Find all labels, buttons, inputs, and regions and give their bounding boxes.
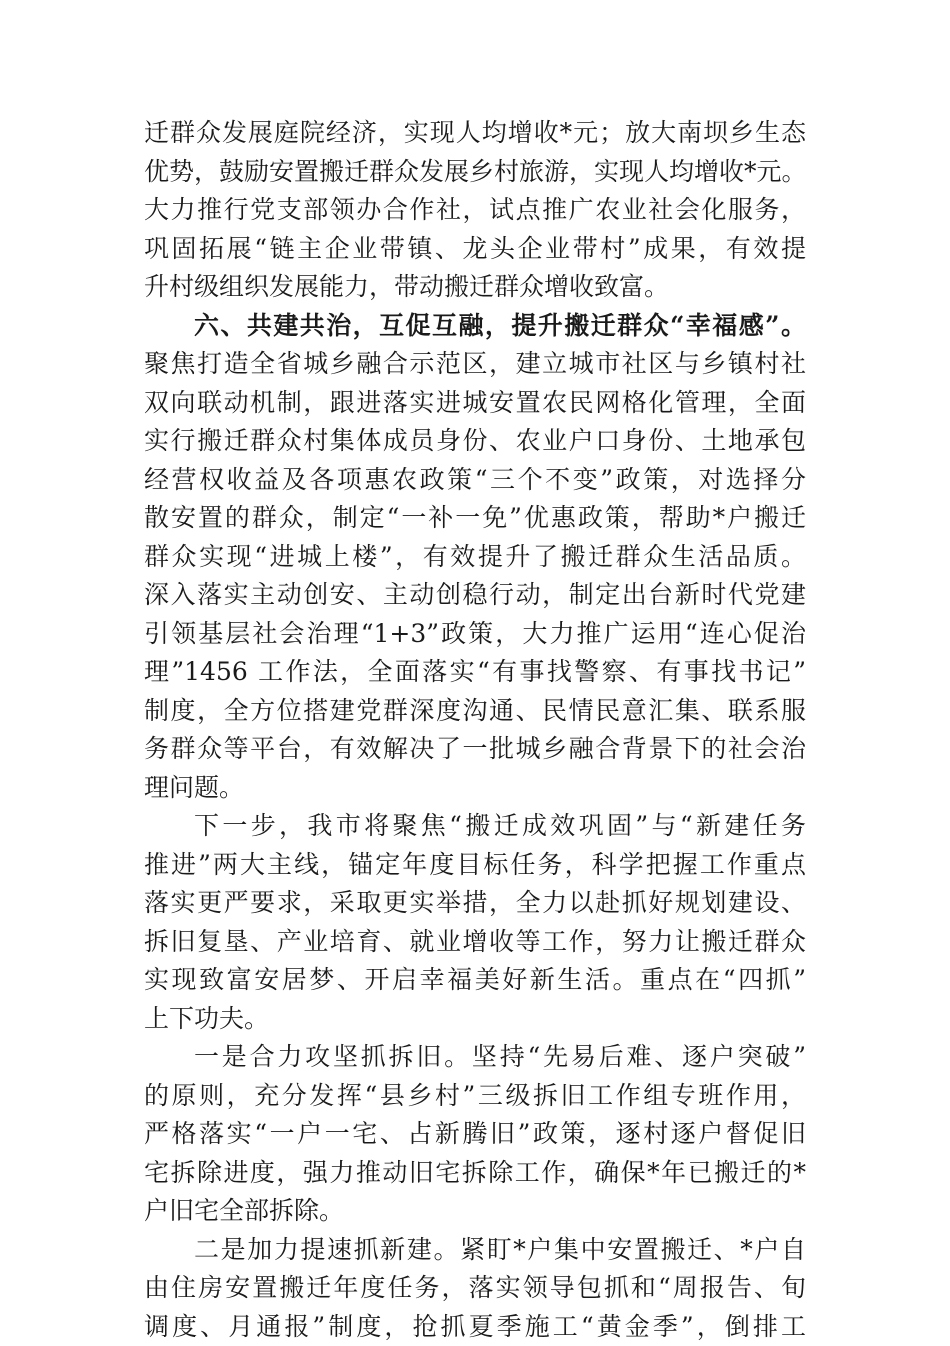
body-text-line: 优势，鼓励安置搬迁群众发展乡村旅游，实现人均增收*元。 xyxy=(144,153,806,192)
body-text-line: 深入落实主动创安、主动创稳行动，制定出台新时代党建 xyxy=(144,576,806,615)
body-text-line: 下一步，我市将聚焦“搬迁成效巩固”与“新建任务 xyxy=(144,807,806,846)
body-text-line: 上下功夫。 xyxy=(144,1000,806,1039)
body-text-line: 实现致富安居梦、开启幸福美好新生活。重点在“四抓” xyxy=(144,961,806,1000)
body-text-line: 务群众等平台，有效解决了一批城乡融合背景下的社会治 xyxy=(144,730,806,769)
body-text-line: 户旧宅全部拆除。 xyxy=(144,1192,806,1231)
body-text-line: 大力推行党支部领办合作社，试点推广农业社会化服务， xyxy=(144,191,806,230)
body-text-line: 严格落实“一户一宅、占新腾旧”政策，逐村逐户督促旧 xyxy=(144,1115,806,1154)
body-text-line: 理”1456 工作法，全面落实“有事找警察、有事找书记” xyxy=(144,653,806,692)
body-text-line: 的原则，充分发挥“县乡村”三级拆旧工作组专班作用， xyxy=(144,1077,806,1116)
body-text-line: 一是合力攻坚抓拆旧。坚持“先易后难、逐户突破” xyxy=(144,1038,806,1077)
body-text-line: 群众实现“进城上楼”，有效提升了搬迁群众生活品质。 xyxy=(144,538,806,577)
body-text-line: 由住房安置搬迁年度任务，落实领导包抓和“周报告、旬 xyxy=(144,1269,806,1308)
body-text-line: 制度，全方位搭建党群深度沟通、民情民意汇集、联系服 xyxy=(144,692,806,731)
body-text-line: 巩固拓展“链主企业带镇、龙头企业带村”成果，有效提 xyxy=(144,230,806,269)
body-text-line: 落实更严要求，采取更实举措，全力以赴抓好规划建设、 xyxy=(144,884,806,923)
body-text-line: 迁群众发展庭院经济，实现人均增收*元；放大南坝乡生态 xyxy=(144,114,806,153)
body-text-line: 实行搬迁群众村集体成员身份、农业户口身份、土地承包 xyxy=(144,422,806,461)
body-text-line: 拆旧复垦、产业培育、就业增收等工作，努力让搬迁群众 xyxy=(144,923,806,962)
section-heading-line: 六、共建共治，互促互融，提升搬迁群众“幸福感”。 xyxy=(144,307,806,346)
body-text-line: 推进”两大主线，锚定年度目标任务，科学把握工作重点 xyxy=(144,846,806,885)
body-text-line: 宅拆除进度，强力推动旧宅拆除工作，确保*年已搬迁的* xyxy=(144,1154,806,1193)
body-text-line: 升村级组织发展能力，带动搬迁群众增收致富。 xyxy=(144,268,806,307)
body-text-line: 理问题。 xyxy=(144,769,806,808)
body-text-line: 双向联动机制，跟进落实进城安置农民网格化管理，全面 xyxy=(144,384,806,423)
body-text-line: 聚焦打造全省城乡融合示范区，建立城市社区与乡镇村社 xyxy=(144,345,806,384)
body-text-line: 引领基层社会治理“1+3”政策，大力推广运用“连心促治 xyxy=(144,615,806,654)
body-text-line: 经营权收益及各项惠农政策“三个不变”政策，对选择分 xyxy=(144,461,806,500)
document-body xyxy=(144,114,806,1346)
body-text-line: 调度、月通报”制度，抢抓夏季施工“黄金季”，倒排工 xyxy=(144,1308,806,1346)
body-text-line: 二是加力提速抓新建。紧盯*户集中安置搬迁、*户自 xyxy=(144,1231,806,1270)
body-text-line: 散安置的群众，制定“一补一免”优惠政策，帮助*户搬迁 xyxy=(144,499,806,538)
